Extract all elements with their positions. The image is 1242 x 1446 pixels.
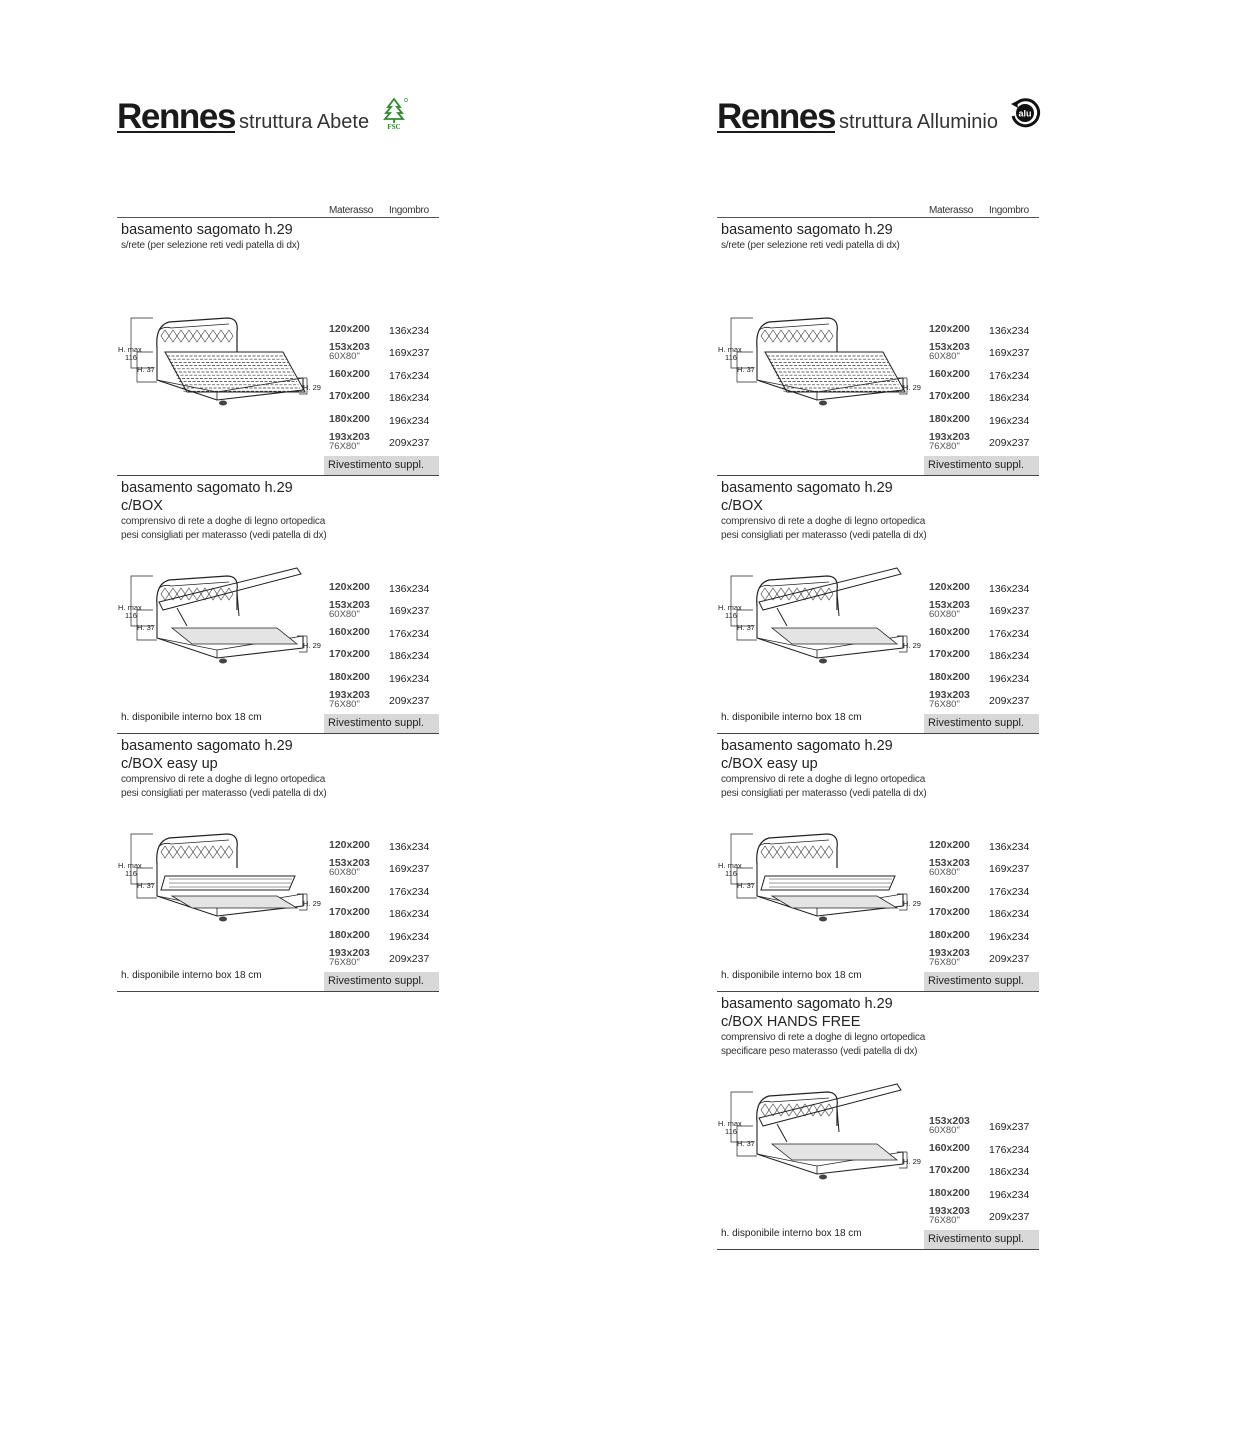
bed-diagram [117, 566, 321, 671]
overall-size: 186x234 [989, 392, 1030, 405]
size-row [929, 623, 1039, 645]
column-headers [717, 205, 1039, 218]
supplement-label: Rivestimento suppl. [924, 972, 1039, 991]
bed-diagram [717, 1082, 921, 1187]
mattress-size: 153x203 60X80" [329, 857, 370, 879]
dim-h29-label: H. 29 [303, 899, 321, 908]
section-title-line: c/BOX [121, 498, 163, 514]
section-description-line: s/rete (per selezione reti vedi patella di dx) [721, 240, 900, 251]
dim-h29-label: H. 29 [903, 899, 921, 908]
section-title [121, 221, 293, 239]
dim-h37-label: H. 37 [737, 623, 755, 632]
size-row [929, 645, 1039, 667]
overall-size: 169x237 [989, 863, 1030, 876]
header-ingombro: Ingombro [989, 205, 1029, 216]
overall-size: 209x237 [989, 1210, 1030, 1223]
title-row [117, 96, 409, 137]
bed-diagram [717, 824, 921, 929]
size-row [329, 881, 439, 903]
overall-size: 186x234 [989, 908, 1030, 921]
mattress-size: 193x203 76X80" [329, 430, 370, 452]
size-row [929, 578, 1039, 600]
mattress-size: 193x203 76X80" [929, 430, 970, 452]
dim-hmax-label: H. max [118, 861, 142, 870]
mattress-size: 160x200 [329, 625, 370, 638]
size-row [929, 320, 1039, 342]
dim-h29-label: H. 29 [303, 641, 321, 650]
size-row [329, 926, 439, 948]
size-row [929, 410, 1039, 432]
mattress-size-note: 60X80" [329, 609, 360, 621]
size-row [329, 836, 439, 858]
section-description [121, 515, 326, 543]
size-row [329, 320, 439, 342]
mattress-size: 180x200 [329, 928, 370, 941]
structure-subtitle: struttura Abete [239, 111, 370, 133]
mattress-size: 170x200 [329, 390, 370, 403]
section-description [721, 773, 926, 801]
size-row [929, 1161, 1039, 1183]
product-section [717, 734, 1039, 992]
size-table [929, 578, 1039, 712]
overall-size: 169x237 [989, 605, 1030, 618]
structure-subtitle: struttura Alluminio [839, 111, 998, 133]
dim-h37-label: H. 37 [137, 365, 155, 374]
box-height-note: h. disponibile interno box 18 cm [121, 970, 262, 981]
dim-h37-label: H. 37 [737, 881, 755, 890]
overall-size: 209x237 [389, 952, 430, 965]
box-height-note: h. disponibile interno box 18 cm [121, 712, 262, 723]
mattress-size: 193x203 76X80" [929, 946, 970, 968]
size-table [329, 836, 439, 970]
fsc-icon [379, 96, 409, 135]
section-title-line: c/BOX easy up [721, 756, 818, 772]
section-title [721, 479, 893, 515]
box-height-note: h. disponibile interno box 18 cm [721, 970, 862, 981]
column-headers [117, 205, 439, 218]
overall-size: 186x234 [389, 908, 430, 921]
size-table [929, 836, 1039, 970]
alu-icon [1008, 96, 1042, 135]
section-divider [117, 991, 439, 992]
section-description [721, 239, 900, 253]
overall-size: 176x234 [989, 1143, 1030, 1156]
section-title-line: c/BOX easy up [121, 756, 218, 772]
section-title [721, 737, 893, 773]
section-title-line: basamento sagomato h.29 [721, 738, 893, 754]
size-table [329, 578, 439, 712]
section-title-line: basamento sagomato h.29 [121, 222, 293, 238]
size-row [929, 342, 1039, 364]
mattress-size: 160x200 [929, 625, 970, 638]
box-height-note: h. disponibile interno box 18 cm [721, 1228, 862, 1239]
product-section [717, 476, 1039, 734]
header-materasso: Materasso [329, 205, 373, 216]
mattress-size-note: 76X80" [929, 1214, 960, 1226]
size-row [929, 1116, 1039, 1138]
mattress-size: 170x200 [929, 906, 970, 919]
mattress-size: 120x200 [329, 839, 370, 851]
section-description-line: specificare peso materasso (vedi patella di dx) [721, 1046, 918, 1057]
size-row [329, 387, 439, 409]
header-materasso: Materasso [929, 205, 973, 216]
section-divider [717, 1249, 1039, 1250]
section-title-line: basamento sagomato h.29 [721, 480, 893, 496]
size-row [929, 600, 1039, 622]
size-row [929, 903, 1039, 925]
dim-hmax-value: 116 [725, 1127, 737, 1136]
size-row [329, 948, 439, 970]
dim-hmax-value: 116 [125, 353, 137, 362]
dim-hmax-value: 116 [125, 611, 137, 620]
mattress-size: 193x203 76X80" [329, 688, 370, 710]
overall-size: 186x234 [389, 392, 430, 405]
section-description [121, 773, 326, 801]
mattress-size-note: 76X80" [329, 698, 360, 710]
overall-size: 136x234 [989, 583, 1030, 595]
supplement-label: Rivestimento suppl. [924, 714, 1039, 733]
section-description-line: s/rete (per selezione reti vedi patella di dx) [121, 240, 300, 251]
dim-h37-label: H. 37 [137, 623, 155, 632]
section-title [721, 221, 893, 239]
overall-size: 176x234 [989, 369, 1030, 382]
svg-text:FSC: FSC [387, 123, 401, 131]
size-row [329, 623, 439, 645]
size-row [329, 903, 439, 925]
overall-size: 176x234 [989, 885, 1030, 898]
mattress-size-note: 76X80" [929, 440, 960, 452]
mattress-size: 170x200 [329, 648, 370, 661]
mattress-size: 180x200 [329, 412, 370, 425]
mattress-size: 153x203 60X80" [329, 341, 370, 363]
mattress-size: 170x200 [929, 648, 970, 661]
mattress-size: 120x200 [929, 323, 970, 335]
mattress-size: 193x203 76X80" [929, 1204, 970, 1226]
dim-hmax-label: H. max [718, 603, 742, 612]
size-row [929, 948, 1039, 970]
dim-hmax-value: 116 [725, 869, 737, 878]
size-row [929, 690, 1039, 712]
section-description-line: comprensivo di rete a doghe di legno ortopedica [121, 516, 326, 527]
supplement-label: Rivestimento suppl. [924, 1230, 1039, 1249]
section-title-line: basamento sagomato h.29 [721, 222, 893, 238]
mattress-size-note: 60X80" [929, 1125, 960, 1137]
mattress-size: 180x200 [329, 670, 370, 683]
brand-title: Rennes [717, 97, 836, 136]
overall-size: 186x234 [389, 650, 430, 663]
mattress-size: 170x200 [929, 390, 970, 403]
dim-h29-label: H. 29 [903, 641, 921, 650]
supplement-label: Rivestimento suppl. [324, 972, 439, 991]
mattress-size: 153x203 60X80" [929, 857, 970, 879]
svg-text:alu: alu [1018, 108, 1032, 119]
mattress-size: 120x200 [929, 581, 970, 593]
size-row [929, 387, 1039, 409]
mattress-size: 193x203 76X80" [329, 946, 370, 968]
product-section [117, 218, 439, 476]
section-title-line: basamento sagomato h.29 [121, 480, 293, 496]
dim-h37-label: H. 37 [737, 1139, 755, 1148]
section-title [121, 737, 293, 773]
mattress-size: 160x200 [929, 1141, 970, 1154]
dim-hmax-label: H. max [718, 345, 742, 354]
size-row [929, 432, 1039, 454]
product-section [117, 734, 439, 992]
supplement-label: Rivestimento suppl. [324, 714, 439, 733]
section-description [121, 239, 300, 253]
product-section [717, 218, 1039, 476]
size-row [929, 1206, 1039, 1228]
mattress-size-note: 76X80" [329, 956, 360, 968]
mattress-size-note: 76X80" [929, 956, 960, 968]
mattress-size: 160x200 [329, 367, 370, 380]
section-title [721, 995, 893, 1031]
overall-size: 176x234 [989, 627, 1030, 640]
mattress-size: 180x200 [929, 1186, 970, 1199]
mattress-size: 193x203 76X80" [929, 688, 970, 710]
section-description-line: comprensivo di rete a doghe di legno ortopedica [721, 774, 926, 785]
size-row [929, 365, 1039, 387]
dim-h37-label: H. 37 [737, 365, 755, 374]
size-row [329, 690, 439, 712]
overall-size: 176x234 [389, 885, 430, 898]
size-table [929, 320, 1039, 454]
section-title-line: c/BOX [721, 498, 763, 514]
overall-size: 186x234 [989, 650, 1030, 663]
overall-size: 136x234 [989, 841, 1030, 853]
mattress-size-note: 60X80" [929, 351, 960, 363]
supplement-label: Rivestimento suppl. [924, 456, 1039, 475]
mattress-size: 170x200 [329, 906, 370, 919]
bed-diagram [117, 824, 321, 929]
overall-size: 169x237 [989, 347, 1030, 360]
size-row [929, 858, 1039, 880]
overall-size: 196x234 [989, 930, 1030, 943]
size-row [329, 432, 439, 454]
section-description-line: pesi consigliati per materasso (vedi patella di dx) [721, 788, 927, 799]
dim-hmax-label: H. max [118, 345, 142, 354]
section-description-line: comprensivo di rete a doghe di legno ortopedica [121, 774, 326, 785]
overall-size: 209x237 [389, 694, 430, 707]
size-row [329, 578, 439, 600]
dim-h29-label: H. 29 [903, 1157, 921, 1166]
size-row [929, 881, 1039, 903]
section-description-line: pesi consigliati per materasso (vedi patella di dx) [121, 530, 327, 541]
size-row [329, 342, 439, 364]
size-row [329, 365, 439, 387]
size-table [329, 320, 439, 454]
section-title [121, 479, 293, 515]
overall-size: 169x237 [989, 1121, 1030, 1134]
mattress-size: 120x200 [929, 839, 970, 851]
section-title-line: basamento sagomato h.29 [121, 738, 293, 754]
overall-size: 196x234 [389, 672, 430, 685]
mattress-size: 170x200 [929, 1164, 970, 1177]
bed-diagram [717, 308, 921, 413]
mattress-size: 160x200 [329, 883, 370, 896]
section-description-line: comprensivo di rete a doghe di legno ortopedica [721, 1032, 926, 1043]
dim-h29-label: H. 29 [303, 383, 321, 392]
dim-hmax-label: H. max [718, 861, 742, 870]
section-title-line: c/BOX HANDS FREE [721, 1014, 861, 1030]
section-description-line: pesi consigliati per materasso (vedi patella di dx) [121, 788, 327, 799]
bed-diagram [717, 566, 921, 671]
size-row [929, 836, 1039, 858]
dim-h29-label: H. 29 [903, 383, 921, 392]
section-description-line: comprensivo di rete a doghe di legno ortopedica [721, 516, 926, 527]
size-row [929, 926, 1039, 948]
mattress-size: 180x200 [929, 670, 970, 683]
overall-size: 186x234 [989, 1166, 1030, 1179]
dim-hmax-label: H. max [118, 603, 142, 612]
overall-size: 169x237 [389, 605, 430, 618]
overall-size: 136x234 [389, 583, 430, 595]
size-row [329, 645, 439, 667]
section-description-line: pesi consigliati per materasso (vedi patella di dx) [721, 530, 927, 541]
overall-size: 209x237 [989, 694, 1030, 707]
mattress-size: 180x200 [929, 928, 970, 941]
size-row [329, 410, 439, 432]
section-description [721, 515, 926, 543]
mattress-size: 120x200 [329, 323, 370, 335]
mattress-size: 153x203 60X80" [929, 1115, 970, 1137]
size-row [929, 1139, 1039, 1161]
dim-h37-label: H. 37 [137, 881, 155, 890]
overall-size: 169x237 [389, 863, 430, 876]
product-section [117, 476, 439, 734]
size-row [329, 858, 439, 880]
dim-hmax-value: 116 [125, 869, 137, 878]
mattress-size: 120x200 [329, 581, 370, 593]
section-title-line: basamento sagomato h.29 [721, 996, 893, 1012]
mattress-size-note: 60X80" [329, 351, 360, 363]
brand-title: Rennes [117, 97, 236, 136]
product-section [717, 992, 1039, 1250]
mattress-size-note: 76X80" [929, 698, 960, 710]
dim-hmax-value: 116 [725, 611, 737, 620]
box-height-note: h. disponibile interno box 18 cm [721, 712, 862, 723]
size-table [929, 1116, 1039, 1228]
mattress-size-note: 60X80" [929, 609, 960, 621]
mattress-size-note: 60X80" [329, 867, 360, 879]
overall-size: 136x234 [389, 325, 430, 337]
header-ingombro: Ingombro [389, 205, 429, 216]
size-row [929, 1184, 1039, 1206]
mattress-size: 180x200 [929, 412, 970, 425]
mattress-size: 153x203 60X80" [329, 599, 370, 621]
size-row [329, 600, 439, 622]
title-row [717, 96, 1042, 137]
mattress-size-note: 60X80" [929, 867, 960, 879]
dim-hmax-value: 116 [725, 353, 737, 362]
overall-size: 176x234 [389, 369, 430, 382]
overall-size: 209x237 [389, 436, 430, 449]
supplement-label: Rivestimento suppl. [324, 456, 439, 475]
mattress-size: 160x200 [929, 367, 970, 380]
overall-size: 169x237 [389, 347, 430, 360]
overall-size: 136x234 [989, 325, 1030, 337]
mattress-size: 153x203 60X80" [929, 599, 970, 621]
overall-size: 196x234 [989, 414, 1030, 427]
mattress-size-note: 76X80" [329, 440, 360, 452]
overall-size: 196x234 [389, 414, 430, 427]
mattress-size: 153x203 60X80" [929, 341, 970, 363]
overall-size: 196x234 [989, 672, 1030, 685]
overall-size: 209x237 [989, 952, 1030, 965]
section-description [721, 1031, 925, 1059]
overall-size: 196x234 [989, 1188, 1030, 1201]
dim-hmax-label: H. max [718, 1119, 742, 1128]
size-row [929, 668, 1039, 690]
overall-size: 136x234 [389, 841, 430, 853]
overall-size: 196x234 [389, 930, 430, 943]
overall-size: 209x237 [989, 436, 1030, 449]
size-row [329, 668, 439, 690]
overall-size: 176x234 [389, 627, 430, 640]
bed-diagram [117, 308, 321, 413]
mattress-size: 160x200 [929, 883, 970, 896]
